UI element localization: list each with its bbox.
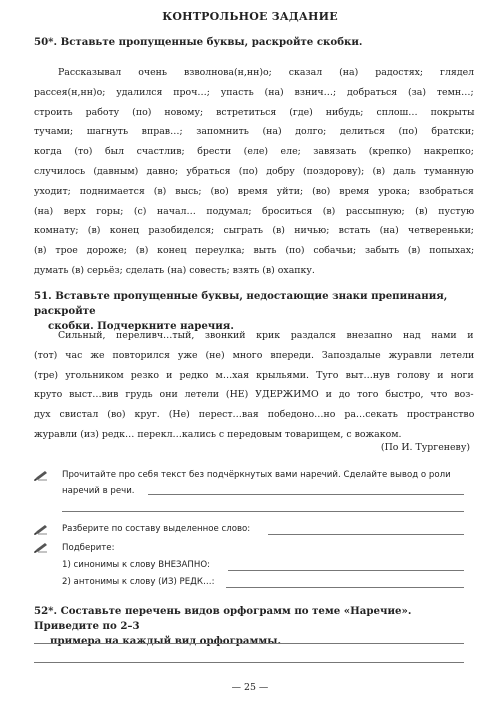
- pick-label: Подберите:: [62, 543, 115, 553]
- task-50-heading: [34, 35, 478, 50]
- note-read-line2: наречий в речи.: [62, 486, 135, 496]
- task51-text-line: (тре) угольником резко и редко м…хая крыльями. Туго выт…нув голову и ноги: [34, 369, 474, 381]
- task51-text-line: журавли (из) редк… перекл…кались с передовым товарищем, с вожаком.: [34, 428, 402, 440]
- pencil-icon: [34, 543, 48, 553]
- task50-text-line: рассея(н,нн)о; удалился проч…; упасть (на) взнич…; добраться (за) темн…;: [34, 86, 474, 98]
- task51-text-line: (тот) час же повторился уже (не) много впереди. Запоздалые журавли летели: [34, 349, 475, 361]
- task50-text-line: думать (в) серьёз; сделать (на) совесть; взять (в) охапку.: [34, 264, 315, 276]
- task50-text-line: тучами; шагнуть вправ…; запомнить (на) долго; делиться (по) братски;: [34, 126, 475, 138]
- pick-words-block: [62, 540, 467, 590]
- task50-text-line: случилось (давным) давно; убраться (по) добру (поздорову); (в) даль туманную: [34, 165, 474, 177]
- task-51-number: 51.: [34, 290, 52, 302]
- task50-text-line: комнату; (в) конец разобиделся; сыграть (в) ничью; встать (на) четвереньки;: [34, 225, 474, 237]
- source-attribution: (По И. Тургеневу): [380, 442, 470, 453]
- task51-text-line: круто выст…вив грудь они летели (НЕ) УДЕРЖИМО и до того быстро, что воз-: [34, 389, 474, 401]
- task51-text-line: дух свистал (во) круг. (Не) перест…вая победоно…но ра…секать пространство: [34, 409, 475, 421]
- answer-line[interactable]: [62, 511, 464, 512]
- answer-line[interactable]: [34, 643, 464, 644]
- task-50-number: 50*.: [34, 36, 58, 48]
- parse-word-label: Разберите по составу выделенное слово:: [62, 524, 251, 534]
- task50-text-line: когда (то) был счастлив; брести (еле) еле; завязать (крепко) накрепко;: [34, 146, 474, 158]
- task50-text-line: уходит; поднимается (в) высь; (во) время уйти; (во) время урока; взобраться: [34, 185, 474, 197]
- pencil-icon: [34, 525, 48, 535]
- task-50-instruction: Вставьте пропущенные буквы, раскройте скобки.: [60, 36, 363, 48]
- section-title: КОНТРОЛЬНОЕ ЗАДАНИЕ: [162, 10, 338, 23]
- task-51-instruction-line1: Вставьте пропущенные буквы, недостающие знаки препинания, раскройте: [34, 290, 448, 317]
- task51-text-line: Сильный, переливч…тый, звонкий крик раздался внезапно над нами и: [58, 330, 474, 341]
- task50-text-line: (на) верх горы; (с) начал… подумал; броситься (в) рассыпную; (в) пустую: [34, 205, 475, 217]
- antonyms-label: 2) антонимы к слову (ИЗ) РЕДК…:: [62, 577, 215, 587]
- answer-line[interactable]: [34, 662, 464, 663]
- task50-text-line: Рассказывал очень взволнова(н,нн)о; сказал (на) радостях; глядел: [58, 67, 475, 78]
- antonyms-answer-line[interactable]: [226, 587, 464, 588]
- task-52-number: 52*.: [34, 605, 58, 617]
- task-52-instruction-line2: примера на каждый вид орфограммы.: [50, 635, 281, 647]
- task-51-instruction-line2: скобки. Подчеркните наречия.: [48, 320, 234, 332]
- answer-line[interactable]: [268, 534, 464, 535]
- task-52-instruction-line1: Составьте перечень видов орфограмм по теме «Наречие». Приведите по 2–3: [34, 605, 412, 632]
- note-read-line1: Прочитайте про себя текст без подчёркнутых вами наречий. Сделайте вывод о роли: [62, 470, 451, 480]
- task50-text-line: строить работу (по) новому; встретиться (где) нибудь; сплош… покрыты: [34, 106, 475, 118]
- task-50-text: [34, 63, 474, 281]
- task-51-text: [34, 326, 474, 445]
- answer-line[interactable]: [148, 494, 464, 495]
- synonyms-answer-line[interactable]: [228, 570, 464, 571]
- synonyms-label: 1) синонимы к слову ВНЕЗАПНО:: [62, 560, 210, 570]
- page-number: — 25 —: [231, 682, 269, 693]
- pencil-icon: [34, 471, 48, 481]
- task50-text-line: (в) трое дороже; (в) конец переулка; выть (по) собачьи; забыть (в) попыхах;: [34, 245, 475, 257]
